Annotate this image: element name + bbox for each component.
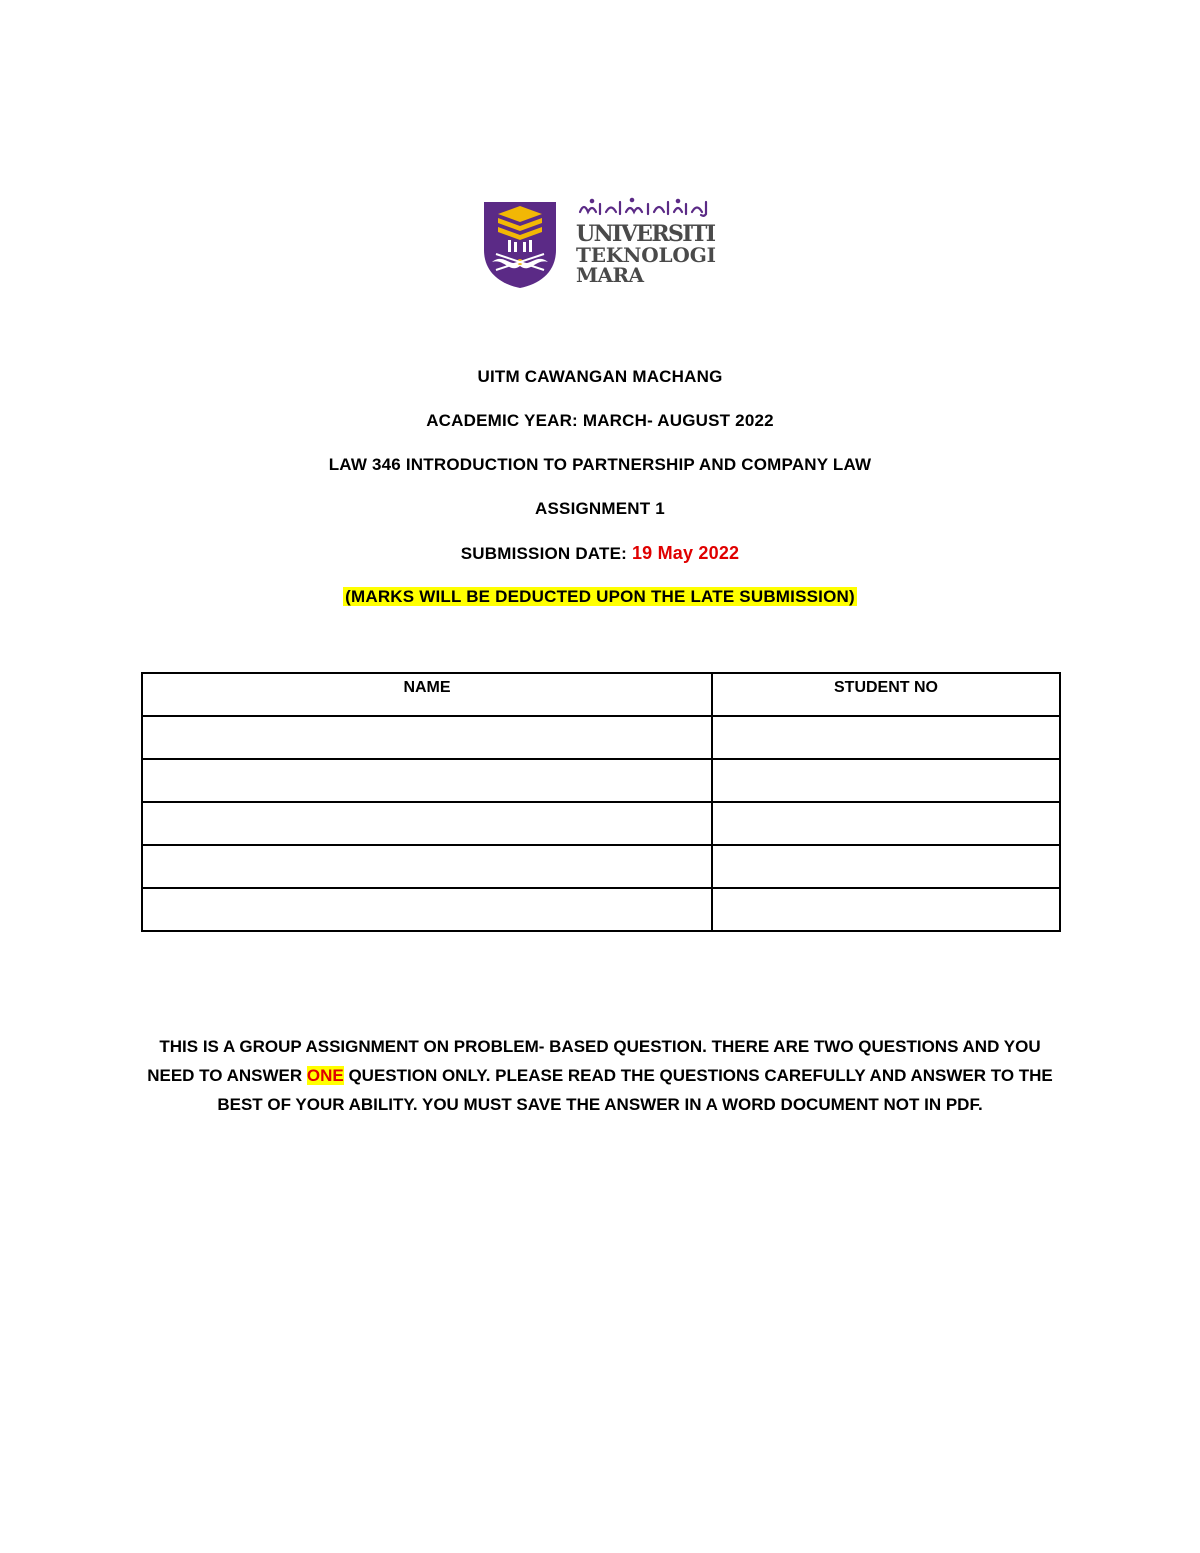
table-header-row [142,673,1060,716]
logo-pillar [523,242,526,252]
logo-pillar [508,240,511,252]
assignment-title: ASSIGNMENT 1 [535,499,665,518]
student-no-cell[interactable] [712,888,1060,931]
name-column-header: NAME [142,673,712,716]
name-cell[interactable] [142,845,712,888]
name-cell[interactable] [142,888,712,931]
student-no-column-header: STUDENT NO [712,673,1060,716]
logo-text-universiti: UNIVERSITI [576,221,716,247]
table-row [142,888,1060,931]
cover-heading [0,366,1200,630]
late-warning: (MARKS WILL BE DEDUCTED UPON THE LATE SUBMISSION) [345,587,855,606]
student-table [141,672,1059,932]
submission-line [0,542,1200,564]
instructions-part-2: QUESTION ONLY. PLEASE READ THE QUESTIONS CAREFULLY AND ANSWER TO THE BEST OF YOUR ABILITY. YOU MUST SAVE THE ANSWER IN A WORD DOCUMENT NOT IN PDF. [217,1066,1053,1114]
name-cell[interactable] [142,802,712,845]
submission-label: SUBMISSION DATE: [460,544,628,563]
table-row [142,759,1060,802]
name-cell[interactable] [142,759,712,802]
uitm-logo [482,196,722,291]
instructions-highlight-one: ONE [306,1066,344,1085]
assignment-instructions [140,1032,1060,1119]
instructions-part-1: THIS IS A GROUP ASSIGNMENT ON PROBLEM- BASED QUESTION. THERE ARE TWO QUESTIONS AND YOU NEED TO ANSWER [147,1037,1041,1085]
logo-pillar [514,242,517,252]
student-no-cell[interactable] [712,716,1060,759]
campus-title: UITM CAWANGAN MACHANG [477,367,723,386]
student-no-cell[interactable] [712,845,1060,888]
name-cell[interactable] [142,716,712,759]
table-row [142,802,1060,845]
student-no-cell[interactable] [712,802,1060,845]
late-warning-line [0,586,1200,608]
table-row [142,716,1060,759]
logo-text-mara: MARA [576,263,644,287]
logo-pillar [529,240,532,252]
logo-text-teknologi: TEKNOLOGI [576,243,716,267]
student-no-cell[interactable] [712,759,1060,802]
table-row [142,845,1060,888]
jawi-script [580,199,706,216]
course-title: LAW 346 INTRODUCTION TO PARTNERSHIP AND COMPANY LAW [328,455,872,474]
academic-year: ACADEMIC YEAR: MARCH- AUGUST 2022 [426,411,774,430]
submission-date: 19 May 2022 [631,543,740,563]
